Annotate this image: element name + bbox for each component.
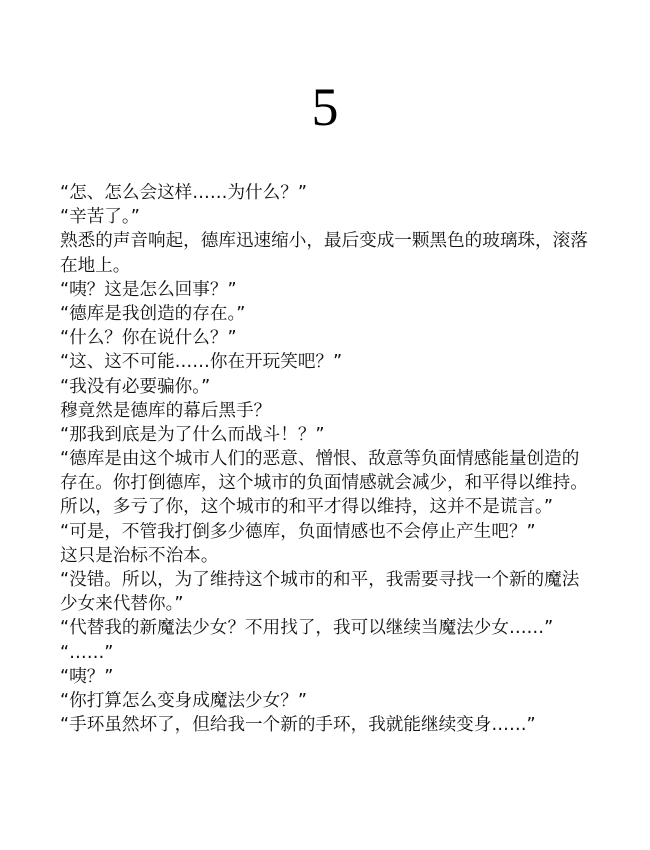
narration-paragraph bbox=[60, 229, 620, 277]
dialogue-paragraph bbox=[60, 520, 620, 544]
dialogue-paragraph bbox=[60, 302, 620, 326]
text-line: 存在。你打倒德库，这个城市的负面情感就会减少，和平得以维持。 bbox=[60, 473, 588, 494]
text-line: “……” bbox=[60, 642, 114, 663]
dialogue-paragraph bbox=[60, 375, 620, 399]
text-line: “可是，不管我打倒多少德库，负面情感也不会停止产生吧？” bbox=[60, 521, 536, 542]
narration-paragraph bbox=[60, 544, 620, 568]
dialogue-paragraph bbox=[60, 641, 620, 665]
text-line: “我没有必要骗你。” bbox=[60, 376, 211, 397]
text-line: “那我到底是为了什么而战斗！？” bbox=[60, 424, 325, 445]
chapter-text bbox=[60, 181, 620, 737]
text-line: “德库是我创造的存在。” bbox=[60, 303, 246, 324]
dialogue-paragraph bbox=[60, 447, 620, 520]
dialogue-paragraph bbox=[60, 350, 620, 374]
dialogue-paragraph bbox=[60, 665, 620, 689]
text-line: “咦？这是怎么回事？” bbox=[60, 279, 237, 300]
text-line: “你打算怎么变身成魔法少女？” bbox=[60, 690, 307, 711]
text-line: “手环虽然坏了，但给我一个新的手环，我就能继续变身……” bbox=[60, 715, 536, 736]
text-line: “辛苦了。” bbox=[60, 207, 140, 228]
dialogue-paragraph bbox=[60, 205, 620, 229]
text-line: “这、这不可能……你在开玩笑吧？” bbox=[60, 352, 343, 373]
text-line: 穆竟然是德库的幕后黑手？ bbox=[60, 400, 272, 421]
dialogue-paragraph bbox=[60, 423, 620, 447]
text-line: 这只是治标不治本。 bbox=[60, 545, 219, 566]
text-line: 所以，多亏了你，这个城市的和平才得以维持，这并不是谎言。” bbox=[60, 497, 553, 518]
text-line: “代替我的新魔法少女？不用找了，我可以继续当魔法少女……” bbox=[60, 618, 554, 639]
dialogue-paragraph bbox=[60, 616, 620, 640]
chapter-number: 5 bbox=[311, 77, 339, 137]
text-line: “没错。所以，为了维持这个城市的和平，我需要寻找一个新的魔法 bbox=[60, 570, 580, 590]
text-line: 熟悉的声音响起，德库迅速缩小，最后变成一颗黑色的玻璃珠，滚落 bbox=[60, 231, 588, 252]
dialogue-paragraph bbox=[60, 278, 620, 302]
text-line: “怎、怎么会这样……为什么？” bbox=[60, 183, 307, 203]
text-line: 少女来代替你。” bbox=[60, 594, 184, 615]
text-line: “咦？” bbox=[60, 666, 114, 687]
dialogue-paragraph bbox=[60, 689, 620, 713]
dialogue-paragraph bbox=[60, 713, 620, 737]
dialogue-paragraph bbox=[60, 568, 620, 616]
text-line: 在地上。 bbox=[60, 255, 131, 276]
text-line: “什么？你在说什么？” bbox=[60, 328, 237, 349]
narration-paragraph bbox=[60, 399, 620, 423]
dialogue-paragraph bbox=[60, 326, 620, 350]
text-line: “德库是由这个城市人们的恶意、憎恨、敌意等负面情感能量创造的 bbox=[60, 449, 580, 470]
dialogue-paragraph bbox=[60, 181, 620, 205]
